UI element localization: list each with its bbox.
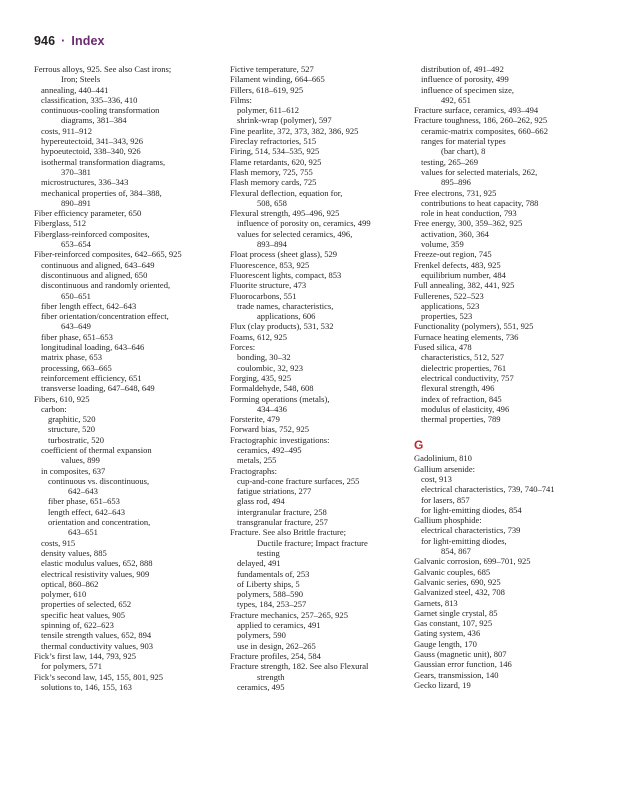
index-entry: Fiberglass, 512 (34, 218, 87, 229)
index-subentry: continuous-cooling transformation (41, 105, 160, 116)
index-subentry: strength (257, 671, 285, 682)
index-subentry: volume, 359 (421, 239, 464, 250)
index-subentry: values for selected ceramics, 496, (237, 228, 353, 239)
section-gap (414, 424, 610, 438)
index-subentry: testing (257, 547, 280, 558)
index-subentry: ceramics, 492–495 (237, 444, 302, 455)
index-subentry: fiber phase, 651–653 (48, 496, 120, 507)
index-subentry: turbostratic, 520 (48, 434, 105, 445)
index-subentry: coefficient of thermal expansion (41, 444, 152, 455)
index-subentry: 370–381 (61, 166, 91, 177)
index-subentry: graphitic, 520 (48, 414, 96, 425)
index-column-2 (230, 64, 410, 692)
index-subentry: discontinuous and randomly oriented, (41, 280, 171, 291)
index-entry: Galvanic series, 690, 925 (414, 576, 501, 587)
index-subentry: activation, 360, 364 (421, 228, 489, 239)
index-subentry: intergranular fracture, 258 (237, 506, 327, 517)
index-entry: Gauss (magnetic unit), 807 (414, 649, 507, 660)
index-entry: Gas constant, 107, 925 (414, 618, 493, 629)
section-letter: G (414, 438, 424, 453)
index-entry: Forging, 435, 925 (230, 372, 292, 383)
index-entry: Flash memory cards, 725 (230, 177, 317, 188)
index-subentry: bonding, 30–32 (237, 352, 291, 363)
index-entry: Galvanic corrosion, 699–701, 925 (414, 556, 531, 567)
index-entry: Fick’s second law, 145, 155, 801, 925 (34, 671, 164, 682)
index-subentry: types, 184, 253–257 (237, 599, 307, 610)
index-entry: Forming operations (metals), (230, 393, 330, 404)
index-subentry: fatigue striations, 277 (237, 486, 312, 497)
index-subentry: reinforcement efficiency, 651 (41, 372, 142, 383)
header-separator: · (61, 34, 66, 48)
index-column-3 (414, 64, 610, 690)
index-subentry: values, 899 (61, 455, 100, 466)
index-entry: Flash memory, 725, 755 (230, 166, 313, 177)
index-subentry: matrix phase, 653 (41, 352, 103, 363)
index-subentry: 642–643 (68, 486, 98, 497)
index-subentry: fiber orientation/concentration effect, (41, 311, 169, 322)
index-subentry: polymer, 610 (41, 589, 87, 600)
index-subentry: 492, 651 (441, 94, 471, 105)
index-entry: Fluorite structure, 473 (230, 280, 307, 291)
index-subentry: 643–649 (61, 321, 91, 332)
index-entry: Filament winding, 664–665 (230, 74, 325, 85)
index-subentry: ceramics, 495 (237, 681, 285, 692)
index-subentry: continuous vs. discontinuous, (48, 475, 150, 486)
index-entry: Gating system, 436 (414, 628, 481, 639)
index-subentry: equilibrium number, 484 (421, 269, 506, 280)
index-subentry: mechanical properties of, 384–388, (41, 187, 162, 198)
index-subentry: influence of specimen size, (421, 84, 515, 95)
index-entry: Float process (sheet glass), 529 (230, 249, 338, 260)
index-entry: Fibers, 610, 925 (34, 393, 90, 404)
index-entry: Forsterite, 479 (230, 414, 280, 425)
index-subentry: thermal properties, 789 (421, 414, 501, 425)
index-entry: Fracture toughness, 186, 260–262, 925 (414, 115, 548, 126)
index-subentry: dielectric properties, 761 (421, 362, 507, 373)
index-entry: Freeze-out region, 745 (414, 249, 492, 260)
index-subentry: applied to ceramics, 491 (237, 620, 321, 631)
index-subentry: shrink-wrap (polymer), 597 (237, 115, 332, 126)
index-entry: Formaldehyde, 548, 608 (230, 383, 314, 394)
index-entry: Firing, 514, 534–535, 925 (230, 146, 320, 157)
index-subentry: processing, 663–665 (41, 362, 112, 373)
index-subentry: electrical conductivity, 757 (421, 372, 514, 383)
index-entry: Foams, 612, 925 (230, 331, 287, 342)
index-subentry: continuous and aligned, 643–649 (41, 259, 155, 270)
index-subentry: fiber phase, 651–653 (41, 331, 113, 342)
index-entry: Gauge length, 170 (414, 638, 477, 649)
index-entry: Fiber efficiency parameter, 650 (34, 208, 142, 219)
index-entry: Free energy, 300, 359–362, 925 (414, 218, 523, 229)
index-subentry: optical, 860–862 (41, 578, 99, 589)
index-subentry: coulombic, 32, 923 (237, 362, 303, 373)
index-entry: Fine pearlite, 372, 373, 382, 386, 925 (230, 125, 359, 136)
index-subentry: Ductile fracture; Impact fracture (257, 537, 368, 548)
index-subentry: 854, 867 (441, 546, 471, 557)
index-subentry: for lasers, 857 (421, 494, 470, 505)
index-subentry: classification, 335–336, 410 (41, 94, 138, 105)
index-entry: Gallium phosphide: (414, 515, 482, 526)
page-number: 946 (34, 34, 56, 48)
index-subentry: 653–654 (61, 239, 91, 250)
index-subentry: influence of porosity, 499 (421, 74, 509, 85)
index-entry: Gadolinium, 810 (414, 453, 472, 464)
index-subentry: length effect, 642–643 (48, 506, 125, 517)
index-entry: Fractographic investigations: (230, 434, 330, 445)
index-subentry: longitudinal loading, 643–646 (41, 342, 145, 353)
index-subentry: transgranular fracture, 257 (237, 517, 328, 528)
section-title: Index (71, 34, 105, 48)
index-subentry: electrical resistivity values, 909 (41, 568, 150, 579)
index-subentry: delayed, 491 (237, 558, 281, 569)
index-subentry: index of refraction, 845 (421, 393, 502, 404)
index-entry: Galvanized steel, 432, 708 (414, 587, 505, 598)
index-entry: Full annealing, 382, 441, 925 (414, 280, 515, 291)
index-subentry: cup-and-cone fracture surfaces, 255 (237, 475, 360, 486)
index-subentry: specific heat values, 905 (41, 609, 126, 620)
index-subentry: hypereutectoid, 341–343, 926 (41, 136, 144, 147)
index-subentry: polymers, 588–590 (237, 589, 303, 600)
index-subentry: elastic modulus values, 652, 888 (41, 558, 153, 569)
index-subentry: trade names, characteristics, (237, 300, 334, 311)
running-header (34, 34, 105, 48)
index-subentry: properties, 523 (421, 311, 473, 322)
index-subentry: for light-emitting diodes, 854 (421, 504, 522, 515)
index-subentry: contributions to heat capacity, 788 (421, 197, 539, 208)
index-subentry: fiber length effect, 642–643 (41, 300, 137, 311)
index-entry: Garnets, 813 (414, 597, 458, 608)
index-entry: Fractographs: (230, 465, 277, 476)
index-subentry: distribution of, 491–492 (421, 64, 504, 74)
index-subentry: density values, 885 (41, 547, 107, 558)
index-entry: Flexural strength, 495–496, 925 (230, 208, 340, 219)
index-subentry: isothermal transformation diagrams, (41, 156, 166, 167)
index-entry: Fracture. See also Brittle fracture; (230, 527, 347, 538)
index-subentry: thermal conductivity values, 903 (41, 640, 154, 651)
index-subentry: 890–891 (61, 197, 91, 208)
index-subentry: polymers, 590 (237, 630, 286, 641)
index-subentry: metals, 255 (237, 455, 277, 466)
index-subentry: microstructures, 336–343 (41, 177, 129, 188)
index-entry: Fluorescent lights, compact, 853 (230, 269, 342, 280)
index-subentry: costs, 911–912 (41, 125, 92, 136)
index-subentry: 643–651 (68, 527, 98, 538)
index-subentry: in composites, 637 (41, 465, 106, 476)
index-entry: Fullerenes, 522–523 (414, 290, 484, 301)
index-entry: Forces: (230, 342, 256, 353)
index-subentry: Iron; Steels (61, 74, 101, 85)
index-subentry: spinning of, 622–623 (41, 620, 114, 631)
index-subentry: modulus of elasticity, 496 (421, 403, 510, 414)
index-entry: Ferrous alloys, 925. See also Cast irons; (34, 64, 172, 74)
index-subentry: tensile strength values, 652, 894 (41, 630, 152, 641)
index-entry: Frenkel defects, 483, 925 (414, 259, 501, 270)
index-subentry: annealing, 440–441 (41, 84, 109, 95)
index-entry: Forward bias, 752, 925 (230, 424, 310, 435)
index-subentry: solutions to, 146, 155, 163 (41, 681, 132, 692)
index-entry: Gecko lizard, 19 (414, 679, 471, 690)
index-entry: Fiber-reinforced composites, 642–665, 925 (34, 249, 182, 260)
index-entry: Films: (230, 94, 252, 105)
index-subentry: cost, 913 (421, 473, 452, 484)
index-entry: Fused silica, 478 (414, 342, 472, 353)
index-entry: Fictive temperature, 527 (230, 64, 314, 74)
index-subentry: 434–436 (257, 403, 287, 414)
index-subentry: structure, 520 (48, 424, 95, 435)
index-entry: Functionality (polymers), 551, 925 (414, 321, 534, 332)
index-entry: Fiberglass-reinforced composites, (34, 228, 150, 239)
index-subentry: ranges for material types (421, 136, 506, 147)
index-subentry: polymer, 611–612 (237, 105, 300, 116)
index-entry: Garnet single crystal, 85 (414, 607, 498, 618)
index-subentry: applications, 523 (421, 300, 480, 311)
index-subentry: characteristics, 512, 527 (421, 352, 505, 363)
index-subentry: 893–894 (257, 239, 287, 250)
index-entry: Gallium arsenide: (414, 463, 475, 474)
index-subentry: 650–651 (61, 290, 91, 301)
index-subentry: diagrams, 381–384 (61, 115, 127, 126)
index-subentry: discontinuous and aligned, 650 (41, 269, 148, 280)
index-subentry: electrical characteristics, 739, 740–741 (421, 484, 555, 495)
index-subentry: for light-emitting diodes, (421, 535, 507, 546)
index-subentry: transverse loading, 647–648, 649 (41, 383, 155, 394)
index-subentry: properties of selected, 652 (41, 599, 132, 610)
index-subentry: costs, 915 (41, 537, 76, 548)
index-entry: Fick’s first law, 144, 793, 925 (34, 650, 137, 661)
index-subentry: of Liberty ships, 5 (237, 578, 300, 589)
index-entry: Fillers, 618–619, 925 (230, 84, 304, 95)
index-entry: Gears, transmission, 140 (414, 669, 499, 680)
index-subentry: for polymers, 571 (41, 661, 103, 672)
index-entry: Flame retardants, 620, 925 (230, 156, 322, 167)
index-entry: Fracture surface, ceramics, 493–494 (414, 105, 539, 116)
index-entry: Fracture profiles, 254, 584 (230, 650, 321, 661)
index-entry: Free electrons, 731, 925 (414, 187, 497, 198)
index-entry: Fracture mechanics, 257–265, 925 (230, 609, 348, 620)
index-entry: Flexural deflection, equation for, (230, 187, 343, 198)
index-entry: Flux (clay products), 531, 532 (230, 321, 334, 332)
index-subentry: flexural strength, 496 (421, 383, 495, 394)
index-entry: Fluorocarbons, 551 (230, 290, 297, 301)
index-subentry: role in heat conduction, 793 (421, 208, 517, 219)
index-subentry: ceramic-matrix composites, 660–662 (421, 125, 548, 136)
index-subentry: 508, 658 (257, 197, 287, 208)
index-subentry: applications, 606 (257, 311, 316, 322)
index-subentry: testing, 265–269 (421, 156, 478, 167)
index-entry: Galvanic couples, 685 (414, 566, 491, 577)
index-subentry: electrical characteristics, 739 (421, 525, 521, 536)
index-subentry: hypoeutectoid, 338–340, 926 (41, 146, 141, 157)
index-subentry: orientation and concentration, (48, 517, 151, 528)
index-subentry: (bar chart), 8 (441, 146, 486, 157)
index-subentry: glass rod, 494 (237, 496, 285, 507)
index-subentry: use in design, 262–265 (237, 640, 316, 651)
index-entry: Fluorescence, 853, 925 (230, 259, 310, 270)
index-column-1 (34, 64, 214, 692)
index-subentry: 895–896 (441, 177, 471, 188)
index-subentry: carbon: (41, 403, 67, 414)
index-entry: Fracture strength, 182. See also Flexural (230, 661, 369, 672)
index-subentry: influence of porosity on, ceramics, 499 (237, 218, 371, 229)
index-entry: Fireclay refractories, 515 (230, 136, 317, 147)
index-entry: Furnace heating elements, 736 (414, 331, 519, 342)
index-subentry: values for selected materials, 262, (421, 166, 538, 177)
index-subentry: fundamentals of, 253 (237, 568, 310, 579)
index-entry: Gaussian error function, 146 (414, 659, 512, 670)
